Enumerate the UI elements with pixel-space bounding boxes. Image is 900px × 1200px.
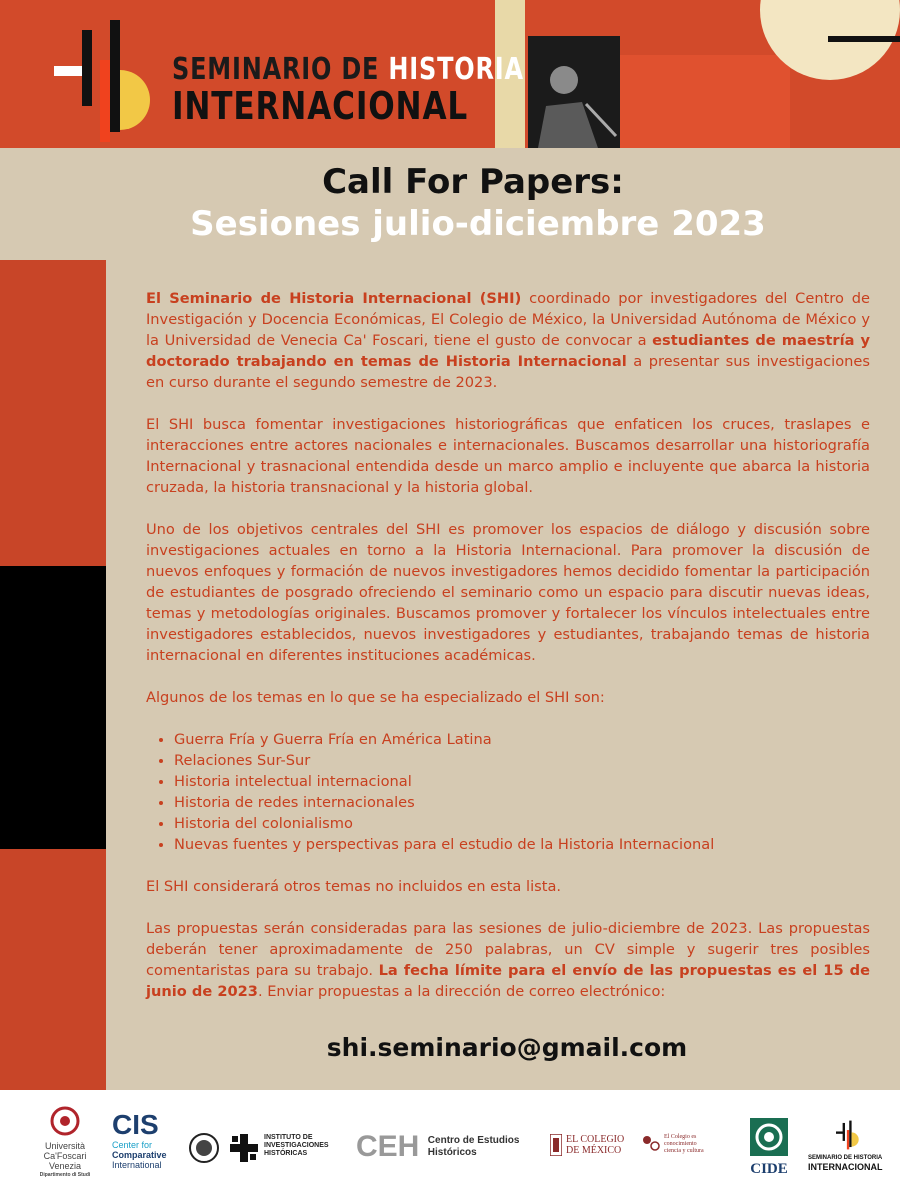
paragraph-submission: Las propuestas serán consideradas para las sesiones de julio-diciembre de 2023. Las propuestas deberán tener aproximadamente de 250 palabras, un CV simple y sugerir tres posibles comentaristas para su trabajo. La fecha límite para el envío de las propuestas es el 15 de junio de 2023. Enviar propuestas a la dirección de correo electrónico: [146,920,870,1000]
cide-mark-icon [750,1118,788,1156]
footer-logos: Università Ca'Foscari Venezia Dipartimento di Studi CIS Center for Comparative International INSTITUTO DE INVESTIGACIONES HISTÓRICAS CEH Centro de Estudios Históricos EL COLEGIO DE MÉXICO El Colegio es conocimiento ciencia y cultura CIDE SEMINARIO DE HISTORIA INTERNACIONAL [0,1090,900,1200]
unive-seal-icon [50,1106,80,1136]
list-item: • Relaciones Sur-Sur [174,750,870,771]
paragraph-objectives: Uno de los objetivos centrales del SHI es promover los espacios de diálogo y discusión sobre investigaciones actuales en torno a la Historia Internacional. Para promover la discusión de nuevos enfoques y formación de nuevos investigadores hemos decidido fomentar la participación de estudiantes de posgrado ofreciendo el seminario como un espacio para discutir nuevas ideas, temas y metodologías originales. Buscamos promover y fortalecer los vínculos intelectuales entre investigadores establecidos, nuevos investigadores y estudiantes, trabajando temas de historia internacional en diferentes instituciones académicas. [146,521,870,664]
page-title: Call For Papers: [322,162,624,202]
colmex-secondary-icon [642,1134,660,1152]
list-item: • Historia del colonialismo [174,813,870,834]
shi-logo-icon [54,20,164,142]
logo-text-line1: SEMINARIO DE HISTORIA [172,52,524,87]
header-red-block [610,55,790,148]
iih-mark-icon [230,1134,258,1162]
header-photo [528,36,620,148]
logo-cide: CIDE [746,1118,792,1177]
paragraph-goals: El SHI busca fomentar investigaciones historiográficas que enfaticen los cruces, traslapes e interacciones entre actores nacionales e internacionales. Buscamos desarrollar una historiografía Internacional y trasnacional entendida desde un marco amplio e incluyente que abarca la historia cruzada, la historia transnacional y la historia global. [146,416,870,496]
logo-shi-small: SEMINARIO DE HISTORIA INTERNACIONAL [808,1120,892,1172]
list-item: • Guerra Fría y Guerra Fría en América Latina [174,729,870,750]
logo-ceh: CEH Centro de Estudios Históricos [356,1130,520,1163]
side-bar-black [0,566,106,849]
paragraph-intro: El Seminario de Historia Internacional (SHI) coordinado por investigadores del Centro de Investigación y Docencia Económicas, El Colegio de México, la Universidad Autónoma de México y la Universidad de Venecia Ca' Foscari, tiene el gusto de convocar a estudiantes de maestría y doctorado trabajando en temas de Historia Internacional a presentar sus investigaciones en curso durante el segundo semestre de 2023. [146,290,871,391]
unam-seal-icon [188,1132,220,1164]
side-bar-red-top [0,260,106,566]
colmex-mark-icon [550,1134,562,1156]
page-subtitle: Sesiones julio-diciembre 2023 [190,204,766,244]
shi-small-icon [836,1120,862,1150]
logo-text-line2: INTERNACIONAL [172,84,469,128]
list-item: • Historia de redes internacionales [174,792,870,813]
body-text [146,288,870,1023]
logo-cis: CIS Center for Comparative International [112,1109,167,1170]
contact-email[interactable]: shi.seminario@gmail.com [326,1033,688,1062]
paragraph-other-topics: El SHI considerará otros temas no incluidos en esta lista. [146,878,562,895]
list-item: • Historia intelectual internacional [174,771,870,792]
header-black-line [828,36,900,42]
list-item: • Nuevas fuentes y perspectivas para el estudio de la Historia Internacional [174,834,870,855]
header-banner [0,0,900,148]
topics-intro: Algunos de los temas en lo que se ha especializado el SHI son: [146,689,605,706]
topics-list [146,729,870,855]
logo-unive: Università Ca'Foscari Venezia Dipartimento di Studi [30,1106,100,1179]
